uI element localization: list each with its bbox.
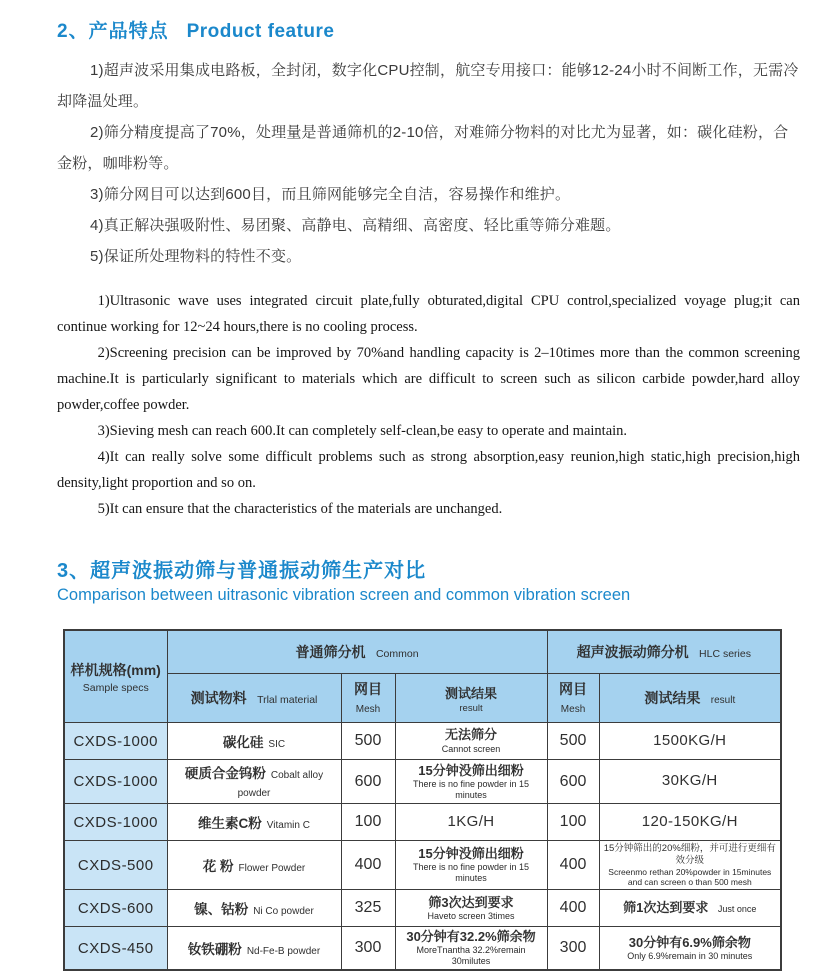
spec-cell: CXDS-1000 [64, 723, 167, 760]
header-mesh-en: Mesh [355, 704, 381, 715]
comparison-table [63, 629, 782, 971]
mesh-common-cell: 400 [341, 841, 395, 890]
header-group-common [167, 630, 547, 674]
cn-paragraph: 1)超声波采用集成电路板，全封闭，数字化CPU控制，航空专用接口：能够12-24小时不间断工作，无需冷却降温处理。 [57, 62, 799, 110]
en-paragraph: 3)Sieving mesh can reach 600.It can completely self-clean,be easy to operate and maintain. [97, 423, 628, 439]
header-mesh-common [341, 674, 395, 723]
header-common-cn: 普通筛分机 [295, 644, 366, 660]
section3-title [57, 554, 800, 605]
spec-cell: CXDS-600 [64, 890, 167, 927]
en-paragraph: 2)Screening precision can be improved by 70%and handling capacity is 2–10times more than the common screening machine.It is particularly significant to materials which are difficult to screen such as silicon carbide powder,hard alloy powder,coffee powder. [57, 345, 800, 413]
material-en: Nd-Fe-B powder [246, 945, 321, 957]
section2-title-en: Product feature [186, 21, 335, 42]
result-en: Only 6.9%remain in 30 minutes [627, 950, 753, 961]
table-row [64, 927, 781, 970]
table-row [64, 804, 781, 841]
result-cn: 30分钟有6.9%筛余物 [628, 934, 751, 950]
result-hlc-cell [599, 760, 781, 804]
result-en: Cannot screen [441, 743, 501, 754]
result-hlc-cell [599, 841, 781, 890]
result-common-cell [395, 927, 547, 970]
mesh-hlc-cell: 500 [547, 723, 599, 760]
header-common-en: Common [375, 648, 419, 660]
result-cn: 15分钟没筛出细粉 [418, 762, 524, 778]
result-common-cell [395, 804, 547, 841]
result-cn: 15分钟没筛出细粉 [418, 846, 524, 862]
material-en: SIC [268, 738, 286, 750]
material-cn: 维生素C粉 [198, 815, 262, 831]
section3-title-en: Comparison between uitrasonic vibration screen and common vibration screen [57, 586, 631, 604]
mesh-hlc-cell: 100 [547, 804, 599, 841]
table-header [64, 630, 781, 723]
result-hlc-cell [599, 890, 781, 927]
result-common-cell [395, 723, 547, 760]
header-mesh-hlc [547, 674, 599, 723]
result-cn: 筛3次达到要求 [428, 894, 514, 910]
result-en: There is no fine powder in 15 minutes [412, 778, 530, 800]
table-row [64, 760, 781, 804]
table-body [64, 723, 781, 970]
material-cell [167, 890, 341, 927]
mesh-common-cell: 300 [341, 927, 395, 970]
result-en: There is no fine powder in 15 minutes [412, 862, 530, 884]
material-cell [167, 841, 341, 890]
material-cell [167, 723, 341, 760]
header-result-cn: 测试结果 [445, 685, 498, 701]
mesh-hlc-cell: 600 [547, 760, 599, 804]
mesh-common-cell: 100 [341, 804, 395, 841]
spec-cell: CXDS-500 [64, 841, 167, 890]
result-common-cell [395, 890, 547, 927]
section2-title [57, 16, 800, 43]
header-material-cn: 测试物料 [190, 690, 247, 706]
result-en: Screenmo rethan 20%powder in 15minutes and can screen o than 500 mesh [608, 866, 772, 887]
spec-cell: CXDS-450 [64, 927, 167, 970]
material-cell [167, 804, 341, 841]
mesh-common-cell: 500 [341, 723, 395, 760]
en-paragraph: 4)It can really solve some difficult problems such as strong absorption,easy reunion,high static,high precision,high density,light proportion and so on. [57, 449, 800, 491]
material-en: Flower Powder [238, 862, 306, 874]
header-result-en: result [710, 695, 736, 706]
spec-cell: CXDS-1000 [64, 804, 167, 841]
result-cn: 15分钟筛出的20%细粉，并可进行更细有效分级 [603, 843, 776, 866]
result-en: MoreTnantha 32.2%remain 30milutes [416, 945, 526, 967]
table-row [64, 723, 781, 760]
en-paragraph: 5)It can ensure that the characteristics of the materials are unchanged. [97, 501, 503, 517]
mesh-hlc-cell: 400 [547, 841, 599, 890]
header-material-en: Trlal material [257, 694, 318, 706]
result-cn: 30分钟有32.2%筛余物 [406, 929, 536, 945]
result-en: Just once [717, 904, 757, 915]
material-en: Vitamin C [266, 819, 310, 831]
header-result-hlc [599, 674, 781, 723]
mesh-hlc-cell: 300 [547, 927, 599, 970]
header-hlc-cn: 超声波振动筛分机 [576, 644, 689, 660]
material-en: Cobalt alloy powder [237, 770, 324, 799]
material-cn: 碳化硅 [222, 734, 264, 750]
header-sample-en: Sample specs [82, 681, 149, 694]
material-cell [167, 927, 341, 970]
result-cn: 1KG/H [447, 812, 495, 830]
result-common-cell [395, 760, 547, 804]
header-mesh-cn: 网目 [354, 681, 382, 697]
material-cn: 硬质合金钨粉 [184, 766, 266, 781]
header-hlc-en: HLC series [699, 648, 751, 660]
result-common-cell [395, 841, 547, 890]
result-cn: 无法筛分 [445, 727, 498, 743]
header-sample-cn: 样机规格(mm) [70, 661, 161, 678]
header-sample-specs [64, 630, 167, 723]
section3-title-cn: 3、超声波振动筛与普通振动筛生产对比 [57, 560, 427, 582]
mesh-common-cell: 325 [341, 890, 395, 927]
cn-paragraph: 2)筛分精度提高了70%，处理量是普通筛机的2-10倍，对难筛分物料的对比尤为显著，如：碳化硅粉，合金粉，咖啡粉等。 [57, 124, 789, 172]
result-hlc-cell [599, 723, 781, 760]
header-result-cn: 测试结果 [644, 690, 701, 706]
material-cn: 钕铁硼粉 [187, 941, 242, 957]
mesh-common-cell: 600 [341, 760, 395, 804]
header-result-common [395, 674, 547, 723]
cn-paragraph: 5)保证所处理物料的特性不变。 [90, 248, 302, 265]
result-cn: 筛1次达到要求 [623, 900, 709, 916]
result-hlc-cell [599, 804, 781, 841]
mesh-hlc-cell: 400 [547, 890, 599, 927]
header-mesh-en: Mesh [560, 704, 586, 715]
material-en: Ni Co powder [253, 905, 314, 917]
header-mesh-cn: 网目 [559, 681, 588, 697]
result-en: Haveto screen 3times [427, 910, 515, 921]
material-cn: 镍、钴粉 [194, 901, 249, 917]
header-result-en: result [459, 702, 483, 714]
section2-title-cn: 2、产品特点 [57, 21, 169, 42]
table-row [64, 890, 781, 927]
en-paragraph: 1)Ultrasonic wave uses integrated circuit plate,fully obturated,digital CPU control,specialized voyage plug;it can continue working for 12~24 hours,there is no cooling process. [57, 293, 800, 335]
result-cn: 120-150KG/H [641, 812, 738, 830]
cn-paragraph: 3)筛分网目可以达到600目，而且筛网能够完全自洁，容易操作和维护。 [90, 186, 571, 203]
header-trial-material [167, 674, 341, 723]
result-hlc-cell [599, 927, 781, 970]
table-row [64, 841, 781, 890]
material-cell [167, 760, 341, 804]
cn-paragraph: 4)真正解决强吸附性、易团聚、高静电、高精细、高密度、轻比重等筛分难题。 [90, 217, 621, 234]
spec-cell: CXDS-1000 [64, 760, 167, 804]
header-group-hlc [547, 630, 781, 674]
result-cn: 30KG/H [661, 772, 718, 790]
material-cn: 花 粉 [202, 858, 234, 874]
result-cn: 1500KG/H [653, 731, 727, 749]
english-feature-list [57, 288, 800, 522]
chinese-feature-list [57, 55, 800, 272]
